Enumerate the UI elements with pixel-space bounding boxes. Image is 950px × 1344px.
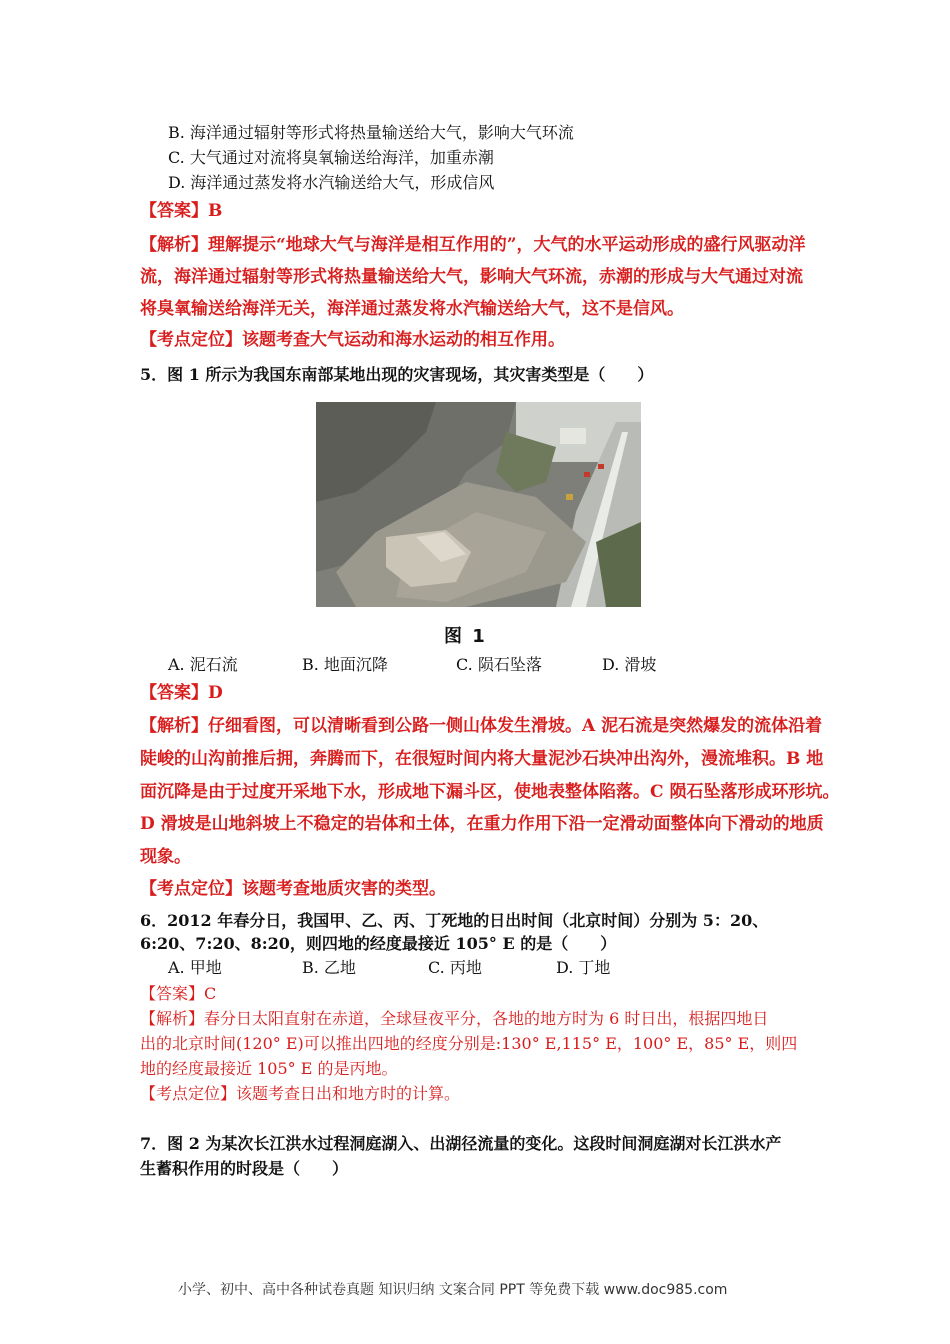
q6-option-b: B. 乙地 <box>302 958 356 977</box>
q4-option-c: C. 大气通过对流将臭氧输送给海洋，加重赤潮 <box>168 148 494 167</box>
q4-knowledge-point: 【考点定位】该题考查大气运动和海水运动的相互作用。 <box>140 330 565 350</box>
q5-answer: 【答案】D <box>140 683 223 703</box>
q6-analysis-line-3: 地的经度最接近 105° E 的是丙地。 <box>140 1059 398 1078</box>
q6-knowledge-point: 【考点定位】该题考查日出和地方时的计算。 <box>140 1084 461 1103</box>
q4-option-d: D. 海洋通过蒸发将水汽输送给大气，形成信风 <box>168 173 495 192</box>
q7-stem-line-2: 生蓄积作用的时段是（ ） <box>140 1159 349 1178</box>
q6-stem-line-2: 6:20、7:20、8:20，则四地的经度最接近 105° E 的是（ ） <box>140 934 617 953</box>
q5-option-d: D. 滑坡 <box>602 655 657 674</box>
q4-analysis-line-2: 流，海洋通过辐射等形式将热量输送给大气，影响大气环流，赤潮的形成与大气通过对流 <box>140 267 803 287</box>
q6-option-d: D. 丁地 <box>556 958 611 977</box>
q5-option-a: A. 泥石流 <box>168 655 238 674</box>
q4-option-b: B. 海洋通过辐射等形式将热量输送给大气，影响大气环流 <box>168 123 574 142</box>
q6-stem-line-1: 6．2012 年春分日，我国甲、乙、丙、丁死地的日出时间（北京时间）分别为 5：20、 <box>140 911 769 930</box>
q5-analysis-line-1: 【解析】仔细看图，可以清晰看到公路一侧山体发生滑坡。A 泥石流是突然爆发的流体沿着 <box>140 716 823 736</box>
figure-1-caption: 图 1 <box>444 626 487 647</box>
q5-option-b: B. 地面沉降 <box>302 655 388 674</box>
q5-option-c: C. 陨石坠落 <box>456 655 542 674</box>
q7-stem-line-1: 7．图 2 为某次长江洪水过程洞庭湖入、出湖径流量的变化。这段时间洞庭湖对长江洪水产 <box>140 1134 782 1153</box>
q4-analysis-line-1: 【解析】理解提示“地球大气与海洋是相互作用的”，大气的水平运动形成的盛行风驱动洋 <box>140 235 806 255</box>
q6-option-c: C. 丙地 <box>428 958 482 977</box>
q5-stem: 5．图 1 所示为我国东南部某地出现的灾害现场，其灾害类型是（ ） <box>140 365 654 384</box>
q5-analysis-line-4: D 滑坡是山地斜坡上不稳定的岩体和土体，在重力作用下沿一定滑动面整体向下滑动的地质 <box>140 814 824 834</box>
landslide-photo <box>316 402 641 607</box>
q6-analysis-line-2: 出的北京时间(120° E)可以推出四地的经度分别是:130° E,115° E，100° E，85° E，则四 <box>140 1034 798 1053</box>
q5-analysis-line-3: 面沉降是由于过度开采地下水，形成地下漏斗区，使地表整体陷落。C 陨石坠落形成环形坑。 <box>140 782 840 802</box>
q6-answer: 【答案】C <box>140 984 217 1003</box>
q5-analysis-line-5: 现象。 <box>140 847 191 867</box>
q4-analysis-line-3: 将臭氧输送给海洋无关，海洋通过蒸发将水汽输送给大气，这不是信风。 <box>140 299 684 319</box>
q6-option-a: A. 甲地 <box>168 958 222 977</box>
q4-answer: 【答案】B <box>140 201 223 221</box>
q6-analysis-line-1: 【解析】春分日太阳直射在赤道，全球昼夜平分，各地的地方时为 6 时日出，根据四地日 <box>140 1009 769 1028</box>
page-footer: 小学、初中、高中各种试卷真题 知识归纳 文案合同 PPT 等免费下载 www.doc985.com <box>178 1282 728 1298</box>
q5-analysis-line-2: 陡峻的山沟前推后拥，奔腾而下，在很短时间内将大量泥沙石块冲出沟外，漫流堆积。B 地 <box>140 749 824 769</box>
q5-knowledge-point: 【考点定位】该题考查地质灾害的类型。 <box>140 879 446 899</box>
